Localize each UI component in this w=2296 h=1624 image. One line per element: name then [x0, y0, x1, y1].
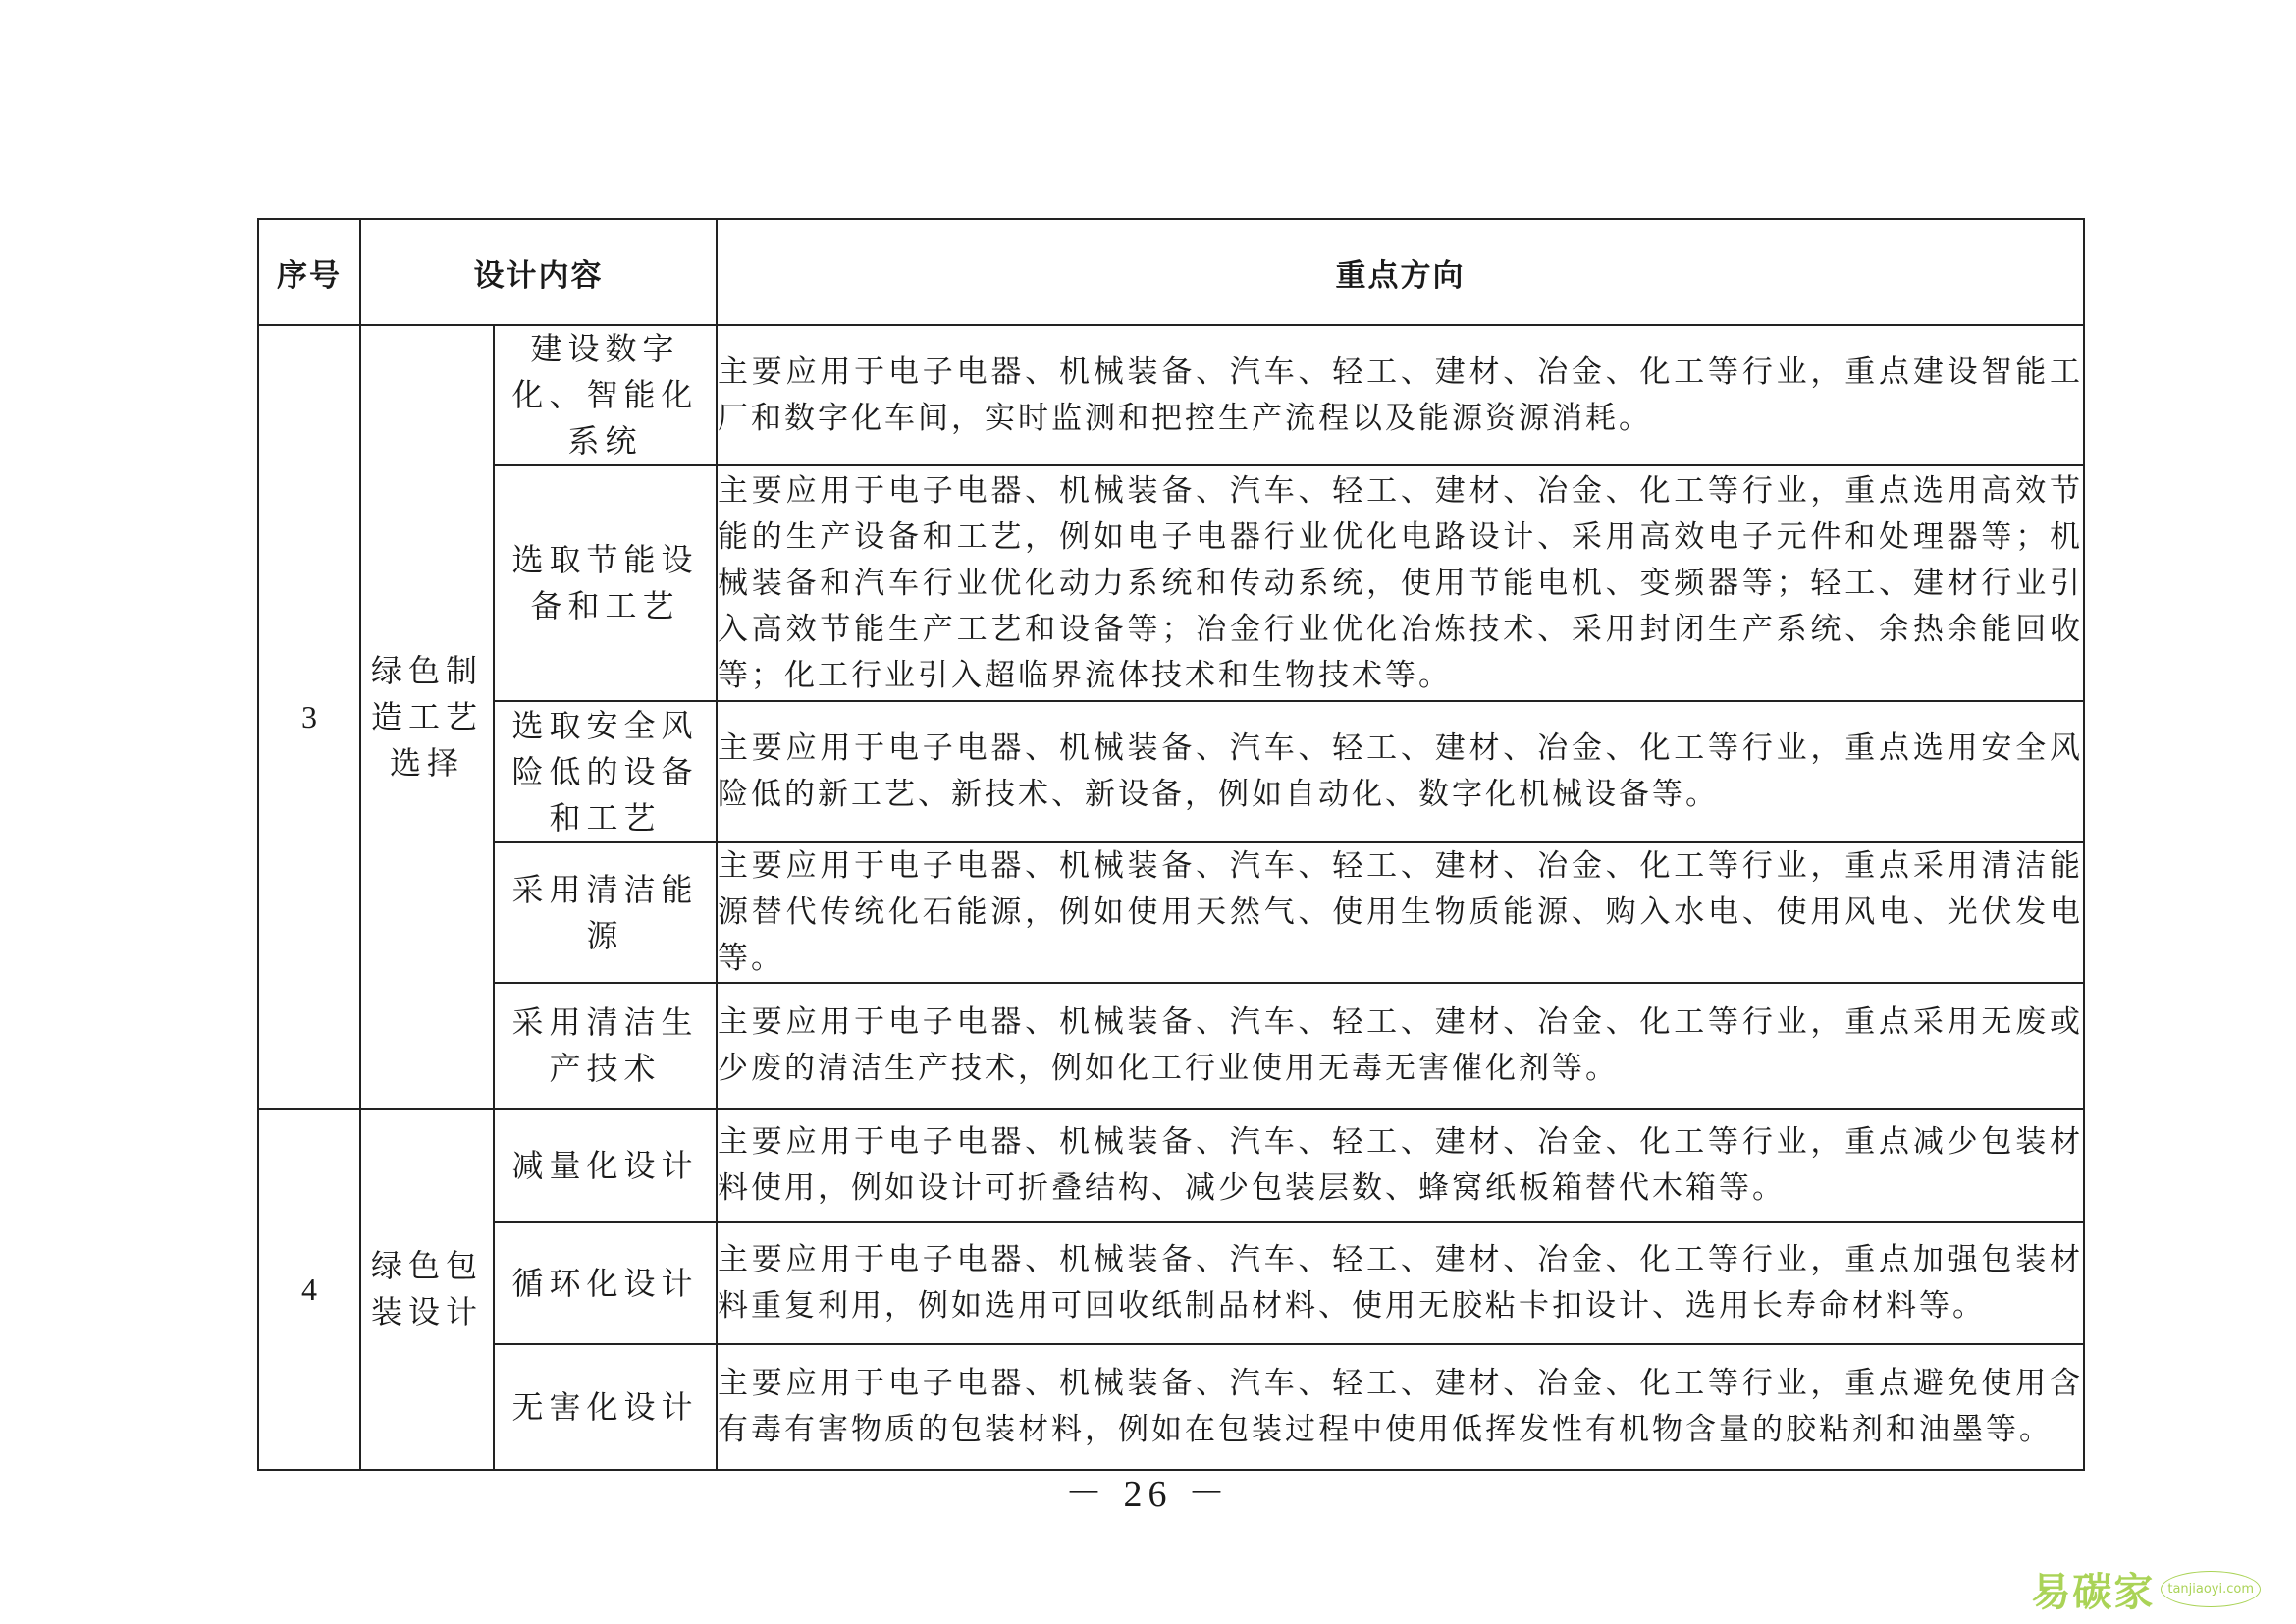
group-num: 4	[258, 1109, 360, 1470]
table-row	[258, 701, 2084, 842]
item-desc: 主要应用于电子电器、机械装备、汽车、轻工、建材、冶金、化工等行业，重点减少包装材料使用，例如设计可折叠结构、减少包装层数、蜂窝纸板箱替代木箱等。	[717, 1109, 2084, 1222]
table-row	[258, 983, 2084, 1109]
item-label: 减量化设计	[494, 1109, 717, 1222]
watermark-brand: 易碳家	[2031, 1570, 2156, 1615]
page-number: － 26 －	[1064, 1474, 1231, 1515]
item-label: 循环化设计	[494, 1222, 717, 1344]
item-label: 无害化设计	[494, 1344, 717, 1470]
item-desc: 主要应用于电子电器、机械装备、汽车、轻工、建材、冶金、化工等行业，重点建设智能工厂和数字化车间，实时监测和把控生产流程以及能源资源消耗。	[717, 325, 2084, 465]
group-name: 绿色包装设计	[360, 1109, 494, 1470]
item-desc: 主要应用于电子电器、机械装备、汽车、轻工、建材、冶金、化工等行业，重点采用清洁能源替代传统化石能源，例如使用天然气、使用生物质能源、购入水电、使用风电、光伏发电等。	[717, 842, 2084, 983]
group-num: 3	[258, 325, 360, 1109]
item-label: 选取安全风险低的设备和工艺	[494, 701, 717, 842]
group-name: 绿色制造工艺选择	[360, 325, 494, 1109]
item-label: 采用清洁能源	[494, 842, 717, 983]
item-label: 建设数字化、智能化系统	[494, 325, 717, 465]
table-row	[258, 1344, 2084, 1470]
table-row	[258, 842, 2084, 983]
table-header-row	[258, 219, 2084, 325]
item-label: 采用清洁生产技术	[494, 983, 717, 1109]
header-num: 序号	[258, 219, 360, 325]
item-desc: 主要应用于电子电器、机械装备、汽车、轻工、建材、冶金、化工等行业，重点加强包装材料重复利用，例如选用可回收纸制品材料、使用无胶粘卡扣设计、选用长寿命材料等。	[717, 1222, 2084, 1344]
item-desc: 主要应用于电子电器、机械装备、汽车、轻工、建材、冶金、化工等行业，重点采用无废或少废的清洁生产技术，例如化工行业使用无毒无害催化剂等。	[717, 983, 2084, 1109]
table-row	[258, 1109, 2084, 1222]
design-table	[257, 218, 2085, 1471]
table-row	[258, 465, 2084, 701]
item-label: 选取节能设备和工艺	[494, 465, 717, 701]
item-desc: 主要应用于电子电器、机械装备、汽车、轻工、建材、冶金、化工等行业，重点避免使用含有毒有害物质的包装材料，例如在包装过程中使用低挥发性有机物含量的胶粘剂和油墨等。	[717, 1344, 2084, 1470]
header-content: 设计内容	[360, 219, 717, 325]
item-desc: 主要应用于电子电器、机械装备、汽车、轻工、建材、冶金、化工等行业，重点选用高效节能的生产设备和工艺，例如电子电器行业优化电路设计、采用高效电子元件和处理器等；机械装备和汽车行业优化动力系统和传动系统，使用节能电机、变频器等；轻工、建材行业引入高效节能生产工艺和设备等；冶金行业优化冶炼技术、采用封闭生产系统、余热余能回收等；化工行业引入超临界流体技术和生物技术等。	[717, 465, 2084, 701]
watermark-logo	[2031, 1561, 2261, 1617]
watermark-site: tanjiaoyi.com	[2161, 1571, 2261, 1607]
table-row	[258, 1222, 2084, 1344]
table-row	[258, 325, 2084, 465]
item-desc: 主要应用于电子电器、机械装备、汽车、轻工、建材、冶金、化工等行业，重点选用安全风险低的新工艺、新技术、新设备，例如自动化、数字化机械设备等。	[717, 701, 2084, 842]
header-direction: 重点方向	[717, 219, 2084, 325]
